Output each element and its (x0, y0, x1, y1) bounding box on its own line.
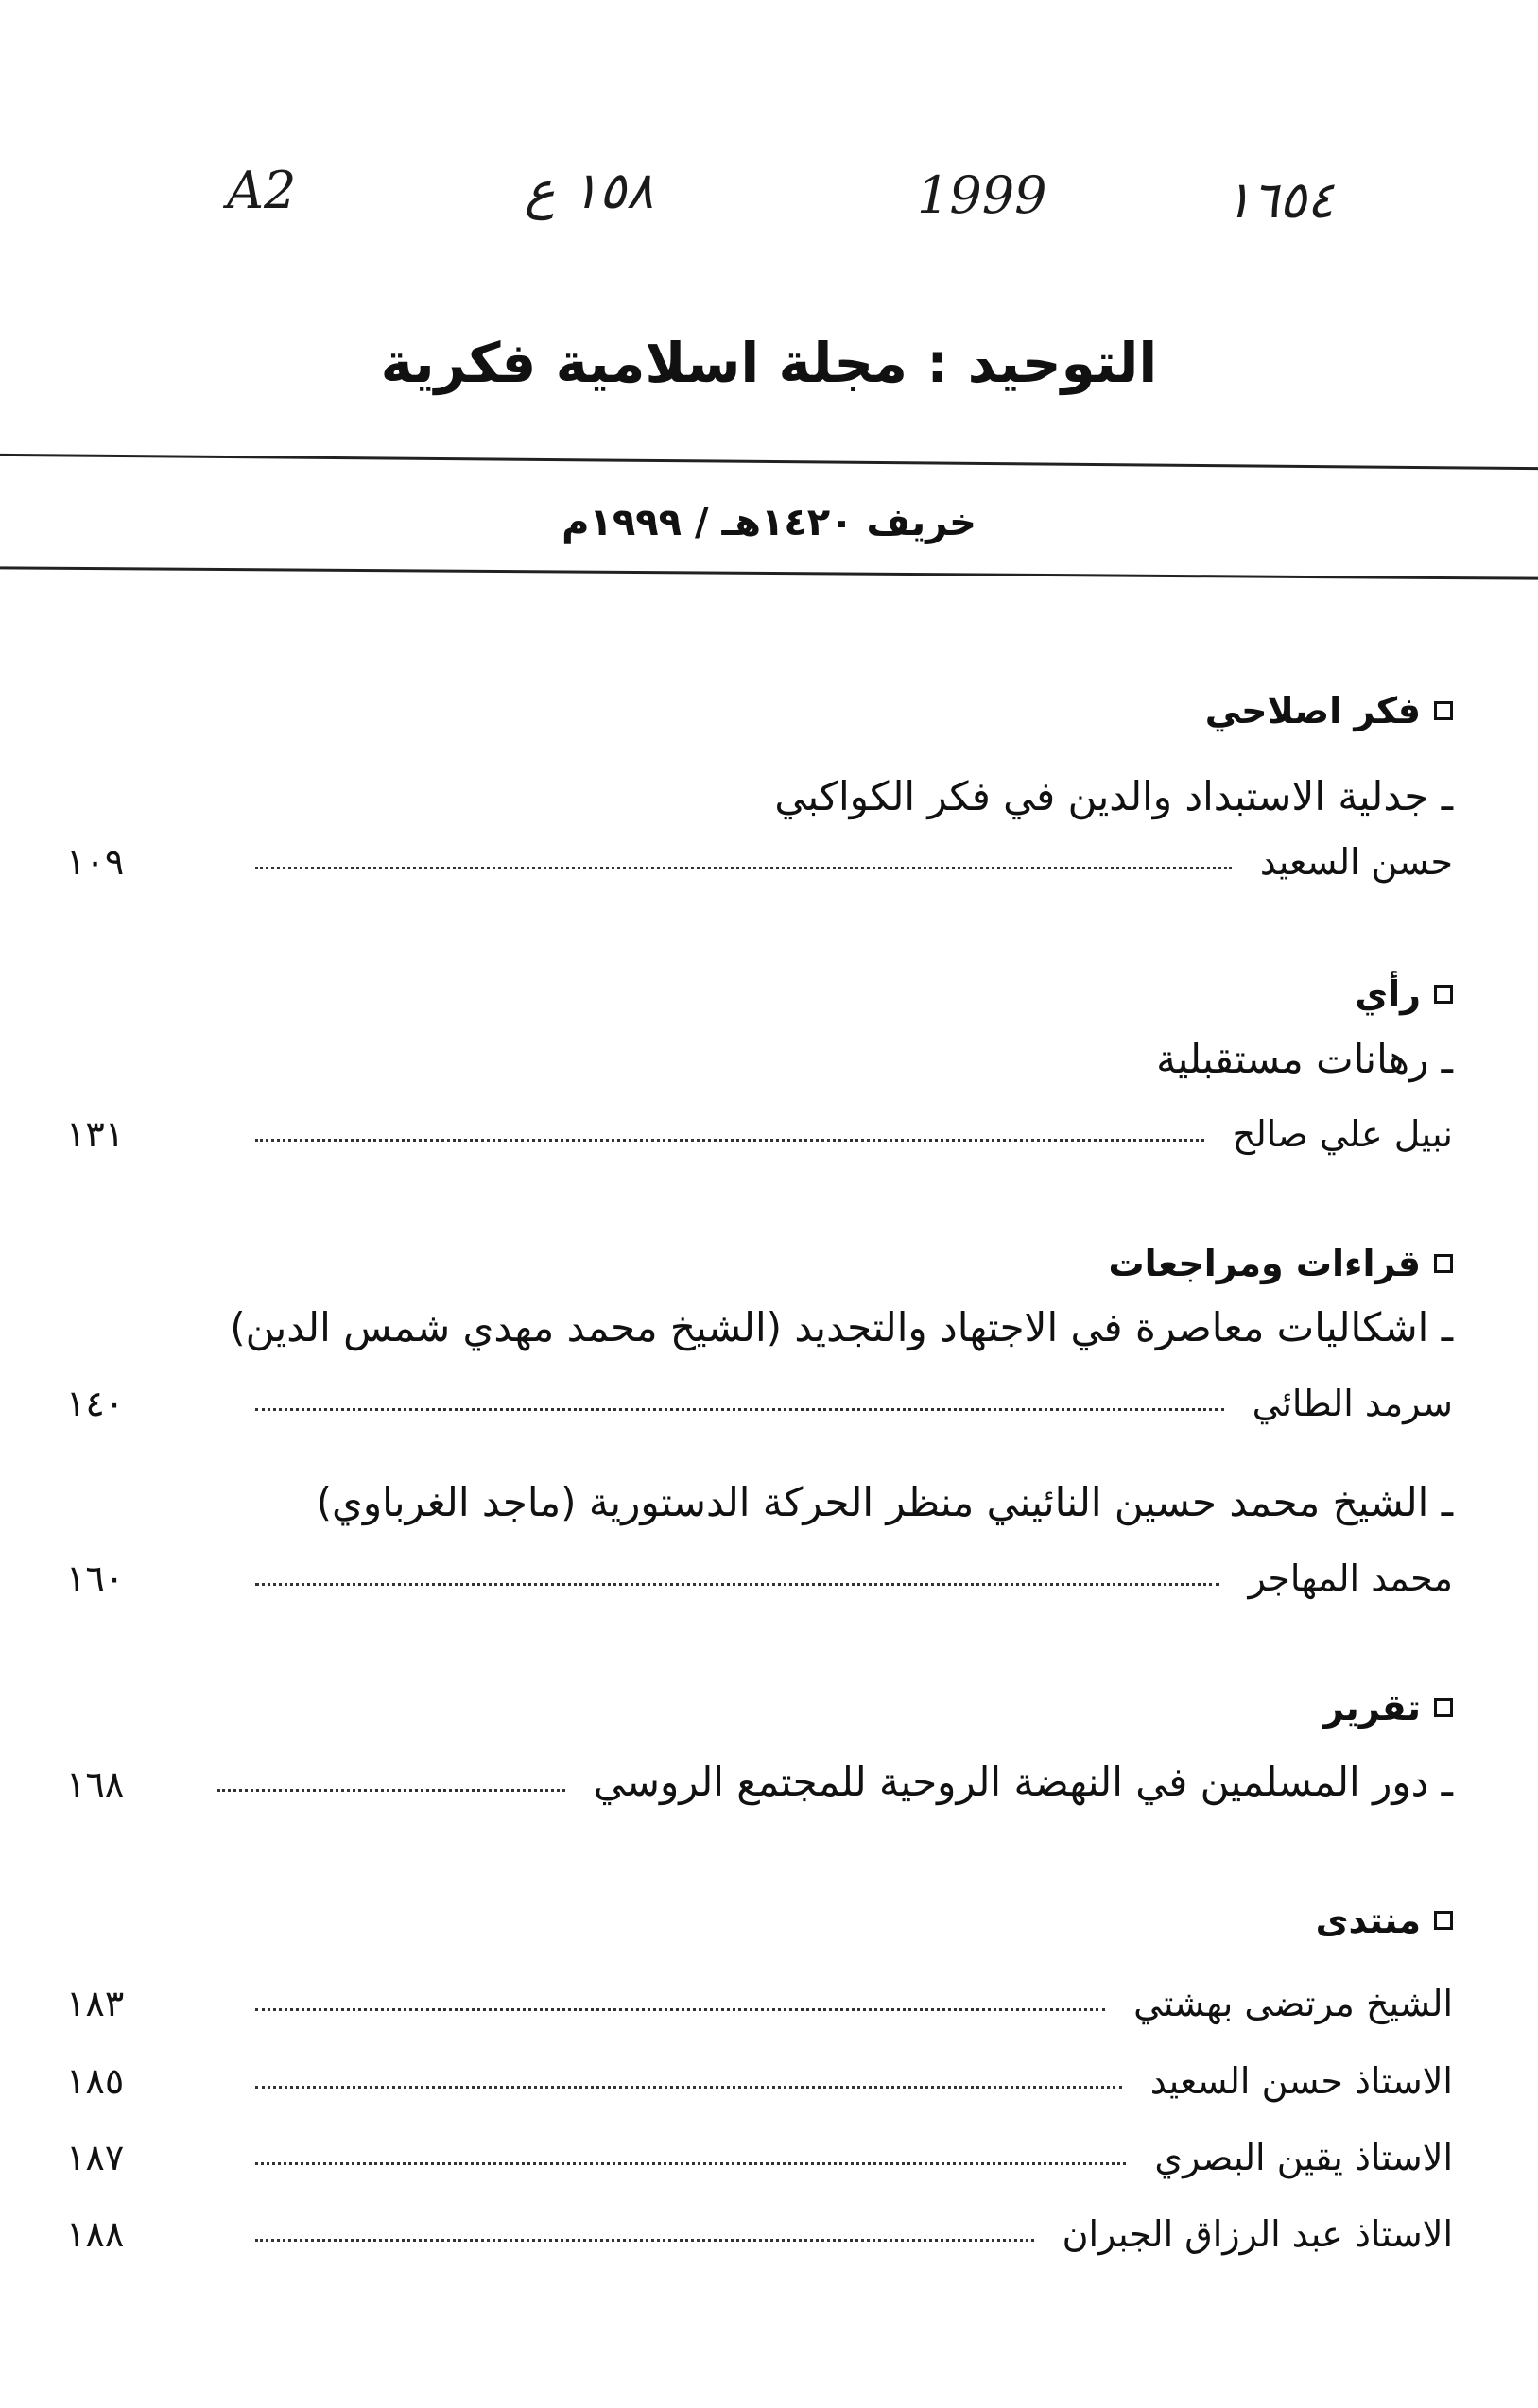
article-entry (66, 1748, 1453, 1805)
dot-leader (255, 867, 1232, 869)
dot-leader (217, 1789, 565, 1792)
section-heading (1316, 1900, 1453, 1941)
article-entry (66, 834, 1453, 883)
article-entry (66, 1550, 1453, 1599)
article-title: ـ اشكاليات معاصرة في الاجتهاد والتجديد (الشيخ محمد مهدي شمس الدين) (230, 1304, 1453, 1350)
bottom-rule (0, 566, 1538, 579)
page-number: ١٨٧ (66, 2137, 125, 2178)
author-name: محمد المهاجر (1248, 1557, 1453, 1599)
dot-leader (255, 2162, 1126, 2165)
square-bullet-icon (1434, 985, 1453, 1004)
issue-date: خريف ١٤٢٠هـ / ١٩٩٩م (562, 501, 976, 544)
journal-title: التوحيد : مجلة اسلامية فكرية (380, 331, 1158, 395)
article-entry (66, 1106, 1453, 1155)
article-title: ـ الشيخ محمد حسين النائيني منظر الحركة الدستورية (ماجد الغرباوي) (316, 1479, 1453, 1525)
participant-name: الاستاذ يقين البصري (1154, 2137, 1453, 2178)
handwritten-note-2: ١٥٨ ع (525, 161, 654, 220)
page-number: ١٣١ (66, 1113, 125, 1155)
forum-entry (66, 2053, 1453, 2102)
page-number: ١٦٨ (66, 1763, 125, 1805)
section-title: منتدى (1315, 1900, 1421, 1941)
author-name: نبيل علي صالح (1232, 1113, 1453, 1155)
participant-name: الاستاذ حسن السعيد (1149, 2060, 1453, 2102)
dot-leader (255, 1583, 1219, 1586)
section-title: قراءات ومراجعات (1108, 1243, 1421, 1284)
square-bullet-icon (1434, 1698, 1453, 1717)
section-title: فكر اصلاحي (1204, 690, 1421, 731)
article-entry (66, 1375, 1453, 1424)
forum-entry (66, 2206, 1453, 2255)
handwritten-note-3: 1999 (917, 165, 1047, 225)
participant-name: الشيخ مرتضى بهشتي (1133, 1983, 1453, 2024)
article-title: ـ رهانات مستقبلية (1156, 1036, 1453, 1082)
section-heading (1355, 973, 1453, 1015)
article-title: ـ دور المسلمين في النهضة الروحية للمجتمع الروسي (593, 1759, 1453, 1805)
author-name: سرمد الطائي (1252, 1383, 1453, 1424)
section-title: تقرير (1322, 1687, 1421, 1729)
participant-name: الاستاذ عبد الرزاق الجبران (1062, 2213, 1453, 2255)
top-rule (0, 454, 1538, 470)
handwritten-note-1: A2 (227, 161, 297, 220)
article-title: ـ جدلية الاستبداد والدين في فكر الكواكبي (774, 773, 1453, 819)
page-number: ١٨٣ (66, 1983, 125, 2024)
dot-leader (255, 1408, 1224, 1411)
dot-leader (255, 1139, 1204, 1142)
page-number: ١٨٨ (66, 2213, 125, 2255)
handwritten-note-4: ١٦٥٤ (1224, 170, 1335, 230)
forum-entry (66, 2129, 1453, 2178)
square-bullet-icon (1434, 1254, 1453, 1273)
author-name: حسن السعيد (1259, 841, 1453, 883)
dot-leader (255, 2239, 1034, 2242)
dot-leader (255, 2008, 1105, 2011)
section-heading (1205, 690, 1453, 731)
page-number: ١٠٩ (66, 841, 125, 883)
page-number: ١٨٥ (66, 2060, 125, 2102)
forum-entry (66, 1975, 1453, 2024)
page-number: ١٦٠ (66, 1557, 125, 1599)
square-bullet-icon (1434, 1911, 1453, 1930)
dot-leader (255, 2086, 1122, 2089)
section-heading (1323, 1687, 1453, 1729)
section-heading (1108, 1243, 1453, 1284)
square-bullet-icon (1434, 701, 1453, 720)
page-number: ١٤٠ (66, 1383, 125, 1424)
section-title: رأي (1355, 973, 1421, 1015)
